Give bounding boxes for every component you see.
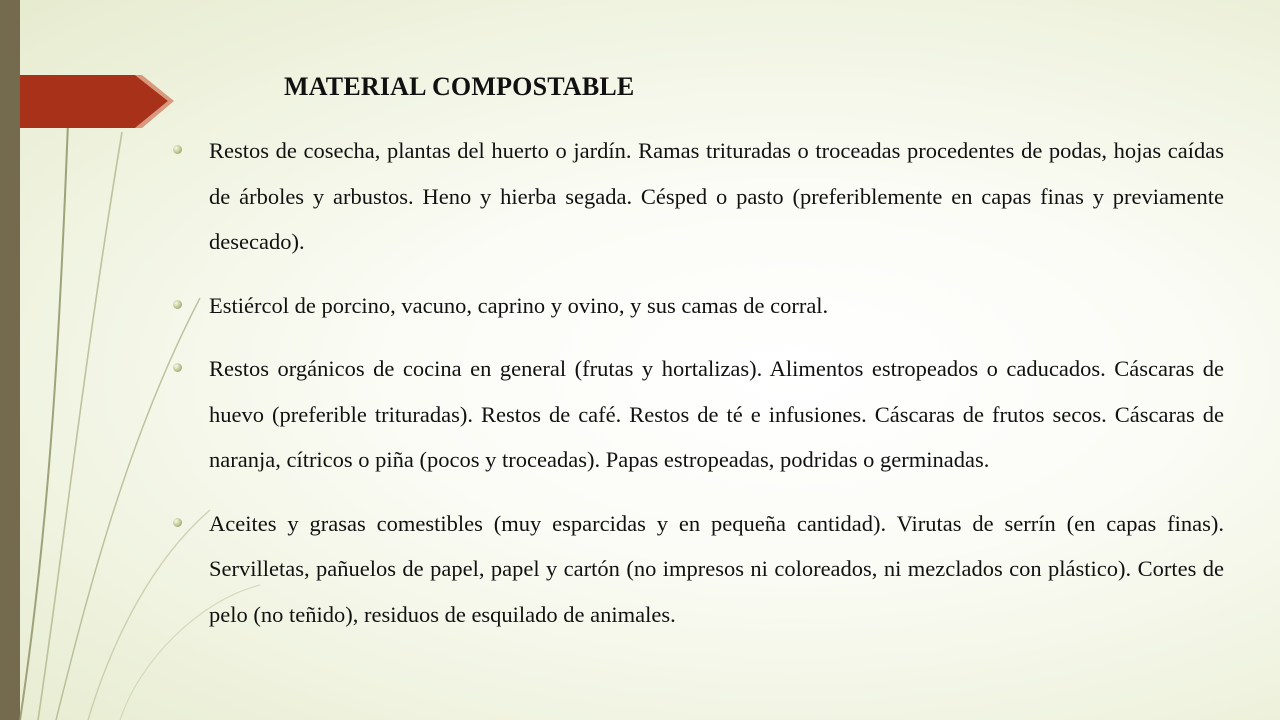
bullet-text: Restos orgánicos de cocina en general (frutas y hortalizas). Alimentos estropeados o caducados. Cáscaras de huevo (preferible trituradas). Restos de café. Restos de té e infusiones. Cáscaras de frutos secos. Cáscaras de naranja, cítricos o piña (pocos y troceadas). Papas estropeadas, podridas o germinadas. <box>209 356 1224 472</box>
bullet-text: Estiércol de porcino, vacuno, caprino y ovino, y sus camas de corral. <box>209 292 829 318</box>
bullet-dot-icon <box>173 300 182 309</box>
bullet-text: Restos de cosecha, plantas del huerto o jardín. Ramas trituradas o troceadas procedentes de podas, hojas caídas de árboles y arbustos. Heno y hierba segada. Césped o pasto (preferiblemente en capas finas y previamente desecado). <box>209 138 1224 254</box>
bullet-text: Aceites y grasas comestibles (muy esparcidas y en pequeña cantidad). Virutas de serrín (en capas finas). Servilletas, pañuelos de papel, papel y cartón (no impresos ni coloreados, ni mezclados con plástico). Cortes de pelo (no teñido), residuos de esquilado de animales. <box>209 510 1224 627</box>
bullet-item-estiercol <box>166 283 1224 329</box>
slide-title: MATERIAL COMPOSTABLE <box>284 72 635 101</box>
bullet-list <box>166 128 1224 655</box>
bullet-item-cocina <box>166 346 1224 483</box>
bullet-item-cosecha <box>166 128 1224 265</box>
bullet-dot-icon <box>173 363 182 372</box>
bullet-item-aceites <box>166 501 1224 638</box>
left-border-bar <box>0 0 20 720</box>
bullet-dot-icon <box>173 145 182 154</box>
bullet-dot-icon <box>173 518 182 527</box>
